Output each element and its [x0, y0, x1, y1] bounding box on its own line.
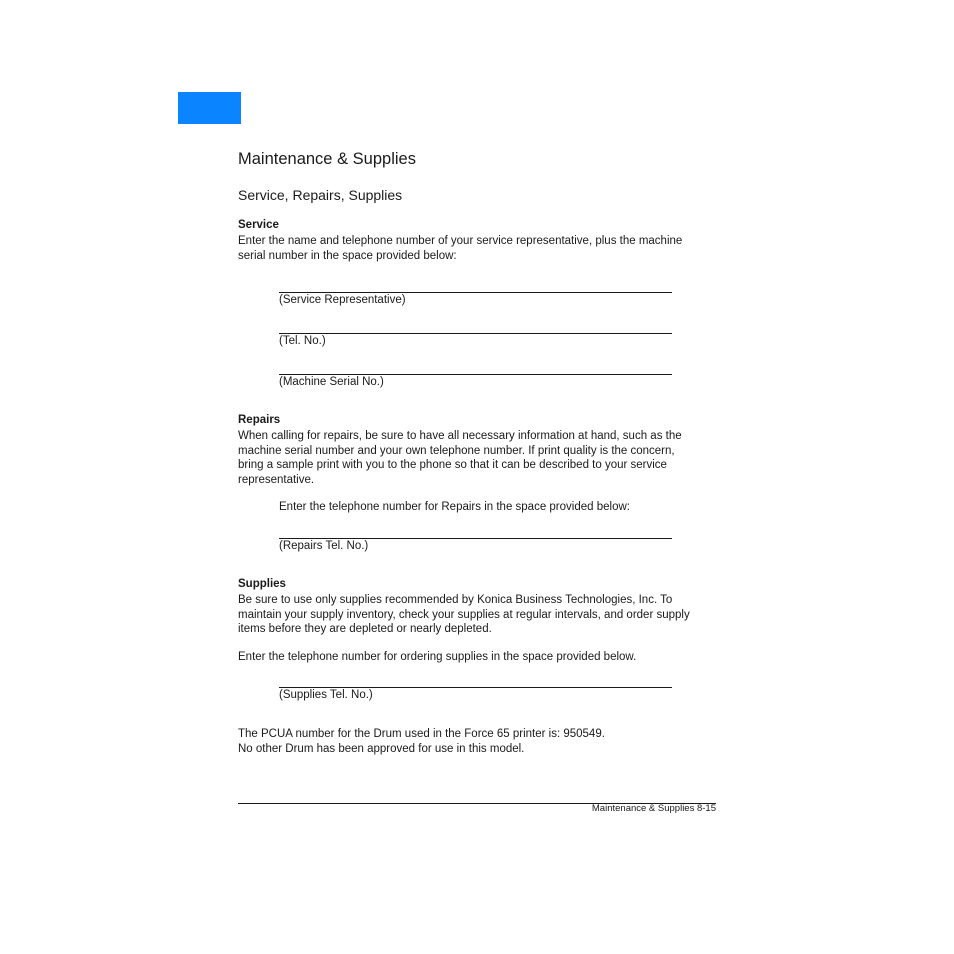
service-line: serial number in the space provided below: [238, 249, 457, 262]
supplies-tel-blank [279, 687, 672, 688]
supplies-line: Be sure to use only supplies recommended by Konica Business Technologies, Inc. To [238, 594, 673, 606]
supplies-instruction: Enter the telephone number for ordering supplies in the space provided below. [238, 651, 637, 663]
repairs-tel-blank [279, 538, 672, 539]
page-subtitle: Service, Repairs, Supplies [238, 187, 403, 203]
chapter-tab-marker [178, 92, 241, 124]
repairs-line: representative. [238, 473, 315, 486]
repairs-instruction: Enter the telephone number for Repairs in the space provided below: [279, 501, 630, 513]
drum-warning: No other Drum has been approved for use in this model. [238, 743, 525, 755]
tel-no-label: (Tel. No.) [279, 335, 326, 347]
repairs-line: When calling for repairs, be sure to have all necessary information at hand, such as the [238, 430, 682, 442]
supplies-paragraph [238, 593, 718, 637]
supplies-heading: Supplies [238, 578, 286, 590]
service-paragraph [238, 234, 718, 263]
repairs-tel-label: (Repairs Tel. No.) [279, 540, 369, 552]
repairs-line: machine serial number and your own telephone number. If print quality is the concern, [238, 444, 675, 457]
service-rep-blank [279, 292, 672, 293]
service-heading: Service [238, 219, 279, 231]
serial-no-blank [279, 374, 672, 375]
supplies-line: items before they are depleted or nearly depleted. [238, 623, 492, 636]
service-line: Enter the name and telephone number of your service representative, plus the machine [238, 235, 683, 247]
repairs-heading: Repairs [238, 414, 281, 426]
tel-no-blank [279, 333, 672, 334]
drum-note: The PCUA number for the Drum used in the Force 65 printer is: 950549. [238, 728, 605, 740]
supplies-line: maintain your supply inventory, check your supplies at regular intervals, and order supply [238, 608, 690, 621]
service-rep-label: (Service Representative) [279, 294, 406, 306]
supplies-tel-label: (Supplies Tel. No.) [279, 689, 373, 701]
repairs-paragraph [238, 429, 718, 487]
serial-no-label: (Machine Serial No.) [279, 376, 384, 388]
page-title: Maintenance & Supplies [238, 150, 416, 168]
repairs-line: bring a sample print with you to the phone so that it can be described to your service [238, 459, 667, 472]
page-footer: Maintenance & Supplies 8-15 [591, 803, 716, 814]
